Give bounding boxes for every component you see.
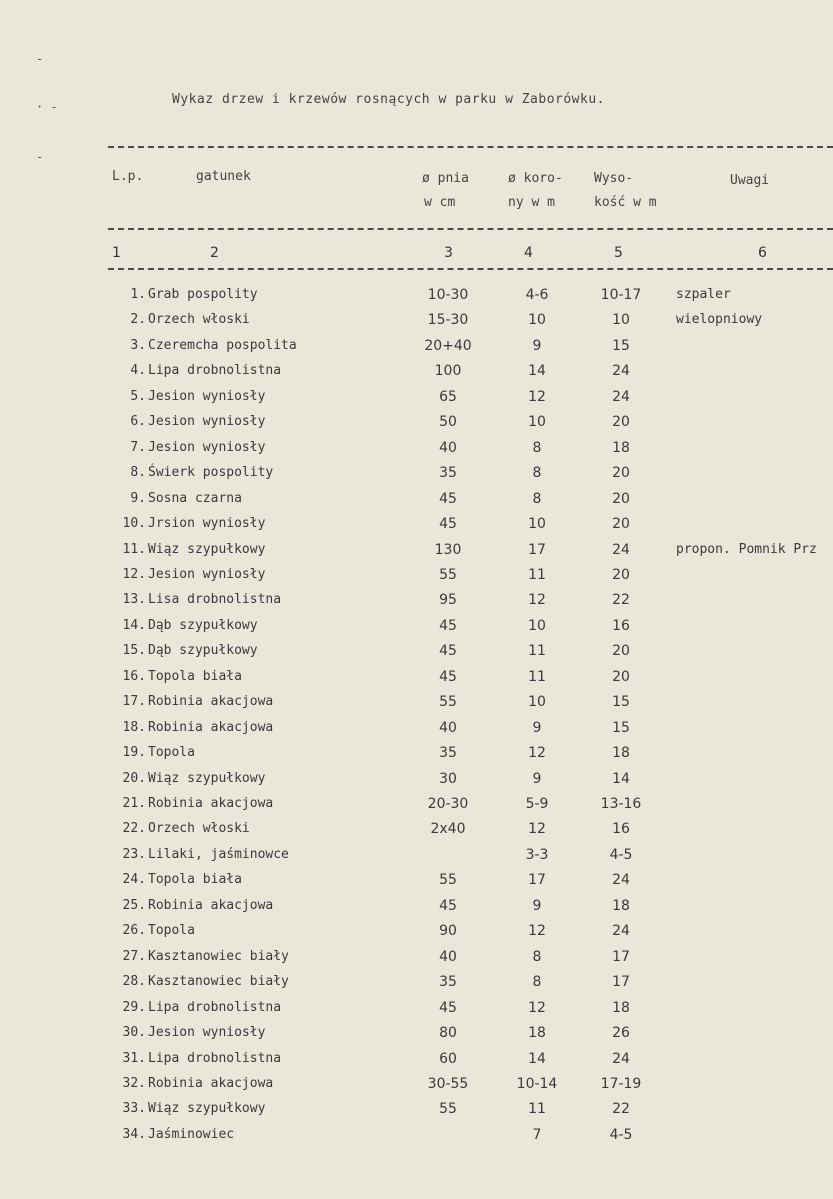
species-name: Wiąz szypułkowy (148, 770, 266, 786)
species-name: Lipa drobnolistna (148, 1050, 282, 1066)
table-row (0, 1101, 833, 1126)
tree-height: 4-5 (609, 846, 633, 863)
row-number: 18. (122, 719, 146, 735)
header-lp: L.p. (112, 169, 144, 184)
row-number: 4. (130, 363, 146, 379)
row-number: 23. (122, 846, 146, 862)
trunk-diameter: 50 (439, 414, 457, 431)
crown-diameter: 10 (528, 617, 546, 634)
trunk-diameter: 15-30 (427, 312, 469, 329)
trunk-diameter: 95 (439, 592, 457, 609)
row-number: 33. (122, 1101, 146, 1117)
row-number: 22. (122, 821, 146, 837)
table-row (0, 643, 833, 668)
row-number: 5. (130, 388, 146, 404)
row-number: 31. (122, 1050, 146, 1066)
header-rule (108, 228, 833, 230)
species-name: Lisa drobnolistna (148, 592, 282, 608)
species-name: Jesion wyniosły (148, 566, 266, 582)
tree-height: 20 (612, 643, 630, 660)
crown-diameter: 7 (532, 1126, 542, 1143)
species-name: Jrsion wyniosły (148, 516, 266, 532)
remarks: szpaler (676, 287, 731, 302)
tree-height: 17 (612, 974, 630, 991)
trunk-diameter: 55 (439, 566, 457, 583)
crown-diameter: 8 (532, 948, 542, 965)
trunk-diameter: 45 (439, 668, 457, 685)
row-number: 2. (130, 312, 146, 328)
table-row (0, 923, 833, 948)
species-name: Topola (148, 745, 195, 761)
table-row (0, 1127, 833, 1152)
table-row (0, 567, 833, 592)
row-number: 16. (122, 668, 146, 684)
tree-height: 20 (612, 516, 630, 533)
header-pien-2: w cm (424, 195, 456, 210)
table-row (0, 363, 833, 388)
table-row (0, 720, 833, 745)
species-name: Lipa drobnolistna (148, 999, 282, 1015)
table-row (0, 618, 833, 643)
crown-diameter: 11 (528, 643, 546, 660)
species-name: Jesion wyniosły (148, 439, 266, 455)
species-name: Dąb szypułkowy (148, 617, 258, 633)
crown-diameter: 10 (528, 312, 546, 329)
row-number: 27. (122, 948, 146, 964)
crown-diameter: 9 (532, 719, 542, 736)
crown-diameter: 17 (528, 541, 546, 558)
tree-height: 15 (612, 337, 630, 354)
row-number: 32. (122, 1075, 146, 1091)
tree-height: 22 (612, 592, 630, 609)
species-name: Jesion wyniosły (148, 388, 266, 404)
species-name: Robinia akacjowa (148, 1075, 274, 1091)
trunk-diameter: 10-30 (427, 287, 469, 303)
species-name: Świerk pospolity (148, 465, 274, 481)
species-name: Jesion wyniosły (148, 414, 266, 430)
species-name: Orzech włoski (148, 821, 250, 837)
column-number-5: 5 (614, 245, 623, 261)
table-row (0, 821, 833, 846)
crown-diameter: 11 (528, 668, 546, 685)
tree-height: 24 (612, 388, 630, 405)
trunk-diameter: 2x40 (430, 821, 466, 838)
column-number-1: 1 (112, 245, 121, 261)
crown-diameter: 9 (532, 770, 542, 787)
crown-diameter: 10 (528, 516, 546, 533)
trunk-diameter: 55 (439, 872, 457, 889)
crown-diameter: 12 (528, 999, 546, 1016)
species-name: Kasztanowiec biały (148, 948, 289, 964)
table-row (0, 872, 833, 897)
crown-diameter: 12 (528, 388, 546, 405)
table-row (0, 389, 833, 414)
row-number: 3. (130, 337, 146, 353)
tree-height: 20 (612, 566, 630, 583)
table-row (0, 1076, 833, 1101)
column-number-6: 6 (758, 245, 767, 261)
row-number: 6. (130, 414, 146, 430)
tree-height: 24 (612, 1050, 630, 1067)
table-top-rule (108, 146, 833, 148)
tree-height: 26 (612, 1025, 630, 1042)
header-korona-1: ø koro- (508, 171, 563, 186)
tree-height: 24 (612, 541, 630, 558)
tree-height: 24 (612, 363, 630, 380)
species-name: Wiąz szypułkowy (148, 1101, 266, 1117)
trunk-diameter: 60 (439, 1050, 457, 1067)
table-row (0, 338, 833, 363)
tree-height: 16 (612, 617, 630, 634)
crown-diameter: 11 (528, 566, 546, 583)
tree-height: 10-17 (600, 287, 642, 303)
table-row (0, 1000, 833, 1025)
species-name: Czeremcha pospolita (148, 337, 297, 353)
crown-diameter: 10 (528, 694, 546, 711)
crown-diameter: 12 (528, 592, 546, 609)
crown-diameter: 4-6 (525, 287, 549, 303)
row-number: 28. (122, 974, 146, 990)
table-row (0, 1051, 833, 1076)
tree-height: 20 (612, 490, 630, 507)
crown-diameter: 14 (528, 1050, 546, 1067)
table-row (0, 312, 833, 337)
row-number: 25. (122, 897, 146, 913)
tree-height: 20 (612, 414, 630, 431)
tree-height: 4-5 (609, 1126, 633, 1143)
row-number: 9. (130, 490, 146, 506)
row-number: 11. (122, 541, 146, 557)
table-row (0, 949, 833, 974)
crown-diameter: 3-3 (525, 846, 549, 863)
trunk-diameter: 45 (439, 490, 457, 507)
tree-height: 18 (612, 897, 630, 914)
trunk-diameter: 45 (439, 516, 457, 533)
trunk-diameter: 55 (439, 1101, 457, 1118)
crown-diameter: 9 (532, 337, 542, 354)
table-row (0, 694, 833, 719)
tree-height: 20 (612, 465, 630, 482)
trunk-diameter: 45 (439, 643, 457, 660)
trunk-diameter: 35 (439, 465, 457, 482)
margin-mark: - (36, 52, 44, 66)
table-row (0, 287, 833, 312)
trunk-diameter: 40 (439, 439, 457, 456)
crown-diameter: 12 (528, 923, 546, 940)
species-name: Kasztanowiec biały (148, 974, 289, 990)
crown-diameter: 11 (528, 1101, 546, 1118)
species-name: Wiąz szypułkowy (148, 541, 266, 557)
trunk-diameter: 90 (439, 923, 457, 940)
crown-diameter: 10-14 (516, 1075, 558, 1092)
row-number: 19. (122, 745, 146, 761)
trunk-diameter: 20+40 (424, 337, 472, 354)
crown-diameter: 8 (532, 490, 542, 507)
row-number: 24. (122, 872, 146, 888)
tree-height: 17-19 (600, 1075, 642, 1092)
tree-height: 20 (612, 668, 630, 685)
row-number: 21. (122, 796, 146, 811)
tree-height: 18 (612, 745, 630, 762)
tree-height: 13-16 (600, 796, 642, 812)
row-number: 12. (122, 566, 146, 582)
trunk-diameter: 45 (439, 999, 457, 1016)
trunk-diameter: 35 (439, 745, 457, 762)
table-row (0, 1025, 833, 1050)
row-number: 17. (122, 694, 146, 710)
row-number: 30. (122, 1025, 146, 1041)
margin-mark: · - (36, 100, 58, 114)
table-row (0, 796, 833, 821)
crown-diameter: 18 (528, 1025, 546, 1042)
table-row (0, 669, 833, 694)
species-name: Orzech włoski (148, 312, 250, 328)
crown-diameter: 8 (532, 465, 542, 482)
tree-height: 15 (612, 694, 630, 711)
crown-diameter: 10 (528, 414, 546, 431)
trunk-diameter: 40 (439, 719, 457, 736)
remarks: wielopniowy (676, 312, 763, 328)
species-name: Jaśminowiec (148, 1126, 235, 1142)
margin-mark: - (36, 150, 44, 164)
crown-diameter: 8 (532, 439, 542, 456)
trunk-diameter: 20-30 (427, 796, 469, 812)
column-number-3: 3 (444, 245, 453, 261)
tree-height: 24 (612, 923, 630, 940)
species-name: Robinia akacjowa (148, 796, 274, 811)
trunk-diameter: 65 (439, 388, 457, 405)
species-name: Topola (148, 923, 195, 939)
crown-diameter: 14 (528, 363, 546, 380)
tree-height: 18 (612, 439, 630, 456)
row-number: 10. (122, 516, 146, 532)
table-row (0, 516, 833, 541)
species-name: Lilaki, jaśminowce (148, 846, 289, 862)
species-name: Dąb szypułkowy (148, 643, 258, 659)
table-row (0, 898, 833, 923)
species-name: Jesion wyniosły (148, 1025, 266, 1041)
trunk-diameter: 55 (439, 694, 457, 711)
species-name: Robinia akacjowa (148, 694, 274, 710)
table-row (0, 771, 833, 796)
trunk-diameter: 40 (439, 948, 457, 965)
header-wysokosc-1: Wyso- (594, 171, 634, 186)
tree-height: 24 (612, 872, 630, 889)
crown-diameter: 12 (528, 745, 546, 762)
table-row (0, 847, 833, 872)
header-gatunek: gatunek (196, 169, 251, 184)
tree-height: 22 (612, 1101, 630, 1118)
crown-diameter: 9 (532, 897, 542, 914)
row-number: 1. (130, 287, 146, 302)
trunk-diameter: 100 (434, 363, 462, 380)
header-wysokosc-2: kość w m (594, 195, 657, 210)
table-row (0, 440, 833, 465)
row-number: 15. (122, 643, 146, 659)
table-row (0, 491, 833, 516)
column-number-4: 4 (524, 245, 533, 261)
row-number: 8. (130, 465, 146, 481)
table-row (0, 592, 833, 617)
tree-height: 18 (612, 999, 630, 1016)
row-number: 20. (122, 770, 146, 786)
row-number: 7. (130, 439, 146, 455)
row-number: 34. (122, 1126, 146, 1142)
table-row (0, 465, 833, 490)
table-row (0, 745, 833, 770)
species-name: Topola biała (148, 668, 242, 684)
header-pien-1: ø pnia (422, 171, 469, 186)
trunk-diameter: 30-55 (427, 1075, 469, 1092)
trunk-diameter: 30 (439, 770, 457, 787)
row-number: 14. (122, 617, 146, 633)
trunk-diameter: 80 (439, 1025, 457, 1042)
header-uwagi: Uwagi (730, 173, 770, 188)
trunk-diameter: 45 (439, 897, 457, 914)
species-name: Grab pospolity (148, 287, 258, 302)
crown-diameter: 5-9 (525, 796, 549, 812)
document-title: Wykaz drzew i krzewów rosnących w parku w Zaborówku. (172, 92, 605, 107)
trunk-diameter: 45 (439, 617, 457, 634)
tree-height: 14 (612, 770, 630, 787)
crown-diameter: 17 (528, 872, 546, 889)
crown-diameter: 8 (532, 974, 542, 991)
trunk-diameter: 35 (439, 974, 457, 991)
table-row (0, 414, 833, 439)
trunk-diameter: 130 (434, 541, 462, 558)
row-number: 29. (122, 999, 146, 1015)
crown-diameter: 12 (528, 821, 546, 838)
remarks: propon. Pomnik Prz (676, 541, 817, 557)
species-name: Robinia akacjowa (148, 719, 274, 735)
species-name: Sosna czarna (148, 490, 242, 506)
header-korona-2: ny w m (508, 195, 555, 210)
tree-height: 10 (612, 312, 630, 329)
tree-height: 17 (612, 948, 630, 965)
tree-height: 15 (612, 719, 630, 736)
row-number: 26. (122, 923, 146, 939)
species-name: Robinia akacjowa (148, 897, 274, 913)
numbers-rule (108, 268, 833, 270)
table-row (0, 974, 833, 999)
row-number: 13. (122, 592, 146, 608)
column-number-2: 2 (210, 245, 219, 261)
species-name: Topola biała (148, 872, 242, 888)
species-name: Lipa drobnolistna (148, 363, 282, 379)
table-row (0, 542, 833, 567)
tree-height: 16 (612, 821, 630, 838)
